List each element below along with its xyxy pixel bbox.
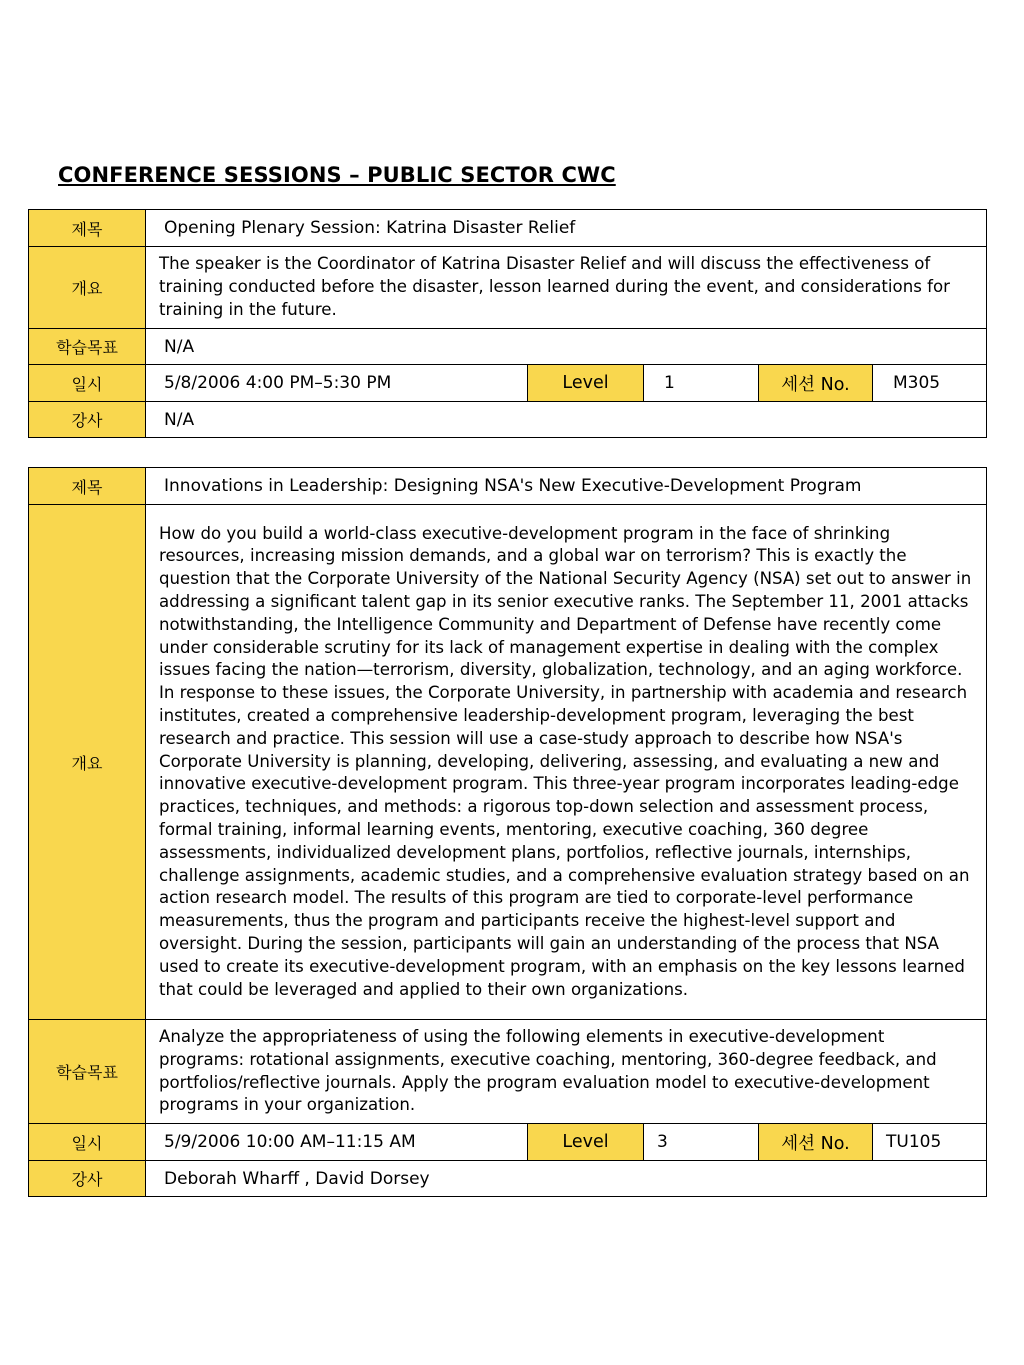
title-label: 제목 xyxy=(29,210,146,247)
session-level: 3 xyxy=(644,1124,759,1161)
session-datetime: 5/9/2006 10:00 AM–11:15 AM xyxy=(146,1124,528,1161)
speaker-row xyxy=(29,402,987,438)
overview-row xyxy=(29,247,987,329)
title-label: 제목 xyxy=(29,468,146,505)
session-overview: How do you build a world-class executive-development program in the face of shrinking resources, increasing mission demands, and a global war on terrorism? This is exactly the question that the Corporate University of the National Security Agency (NSA) set out to answer in addressing a significant talent gap in its senior executive ranks. The September 11, 2001 attacks notwithstanding, the Intelligence Community and Department of Defense have recently come under considerable scrutiny for its lack of management expertise in dealing with the complex issues facing the nation—terrorism, diversity, globalization, technology, and an aging workforce. In response to these issues, the Corporate University, in partnership with academia and research institutes, created a comprehensive leadership-development program, leveraging the best research and practice. This session will use a case-study approach to describe how NSA's Corporate University is planning, developing, delivering, assessing, and evaluating a new and innovative executive-development program. This three-year program incorporates leading-edge practices, techniques, and methods: a rigorous top-down selection and assessment process, formal training, informal learning events, mentoring, executive coaching, 360 degree assessments, individualized development plans, portfolios, reflective journals, internships, challenge assignments, academic studies, and a comprehensive evaluation strategy based on an action research model. The results of this program are tied to corporate-level performance measurements, thus the program and participants receive the highest-level support and oversight. During the session, participants will gain an understanding of the process that NSA used to create its executive-development program, with an emphasis on the key lessons learned that could be leveraged and applied to their own organizations. xyxy=(146,505,987,1020)
objectives-row xyxy=(29,329,987,365)
session-number: M305 xyxy=(873,365,987,402)
objectives-label: 학습목표 xyxy=(29,1020,146,1124)
session-speaker: N/A xyxy=(146,402,987,438)
schedule-row xyxy=(29,1124,987,1161)
overview-row xyxy=(29,505,987,1020)
session-no-label: 세션 No. xyxy=(759,365,873,402)
session-table xyxy=(28,467,987,1197)
objectives-label: 학습목표 xyxy=(29,329,146,365)
overview-label: 개요 xyxy=(29,505,146,1020)
objectives-row xyxy=(29,1020,987,1124)
level-label: Level xyxy=(528,365,644,402)
level-label: Level xyxy=(528,1124,644,1161)
overview-label: 개요 xyxy=(29,247,146,329)
session-table xyxy=(28,209,987,438)
title-row xyxy=(29,210,987,247)
session-number: TU105 xyxy=(873,1124,987,1161)
speaker-label: 강사 xyxy=(29,1161,146,1197)
session-datetime: 5/8/2006 4:00 PM–5:30 PM xyxy=(146,365,528,402)
session-no-label: 세션 No. xyxy=(759,1124,873,1161)
page-title: CONFERENCE SESSIONS – PUBLIC SECTOR CWC xyxy=(58,163,616,187)
datetime-label: 일시 xyxy=(29,1124,146,1161)
session-objectives: N/A xyxy=(146,329,987,365)
title-row xyxy=(29,468,987,505)
session-title: Innovations in Leadership: Designing NSA's New Executive-Development Program xyxy=(146,468,987,505)
session-speaker: Deborah Wharff , David Dorsey xyxy=(146,1161,987,1197)
speaker-row xyxy=(29,1161,987,1197)
session-overview: The speaker is the Coordinator of Katrina Disaster Relief and will discuss the effectiveness of training conducted before the disaster, lesson learned during the event, and considerations for training in the future. xyxy=(146,247,987,329)
speaker-label: 강사 xyxy=(29,402,146,438)
session-level: 1 xyxy=(644,365,759,402)
datetime-label: 일시 xyxy=(29,365,146,402)
session-objectives: Analyze the appropriateness of using the following elements in executive-development programs: rotational assignments, executive coaching, mentoring, 360-degree feedback, and portfolios/reflective journals. Apply the program evaluation model to executive-development programs in your organization. xyxy=(146,1020,987,1124)
session-title: Opening Plenary Session: Katrina Disaster Relief xyxy=(146,210,987,247)
schedule-row xyxy=(29,365,987,402)
